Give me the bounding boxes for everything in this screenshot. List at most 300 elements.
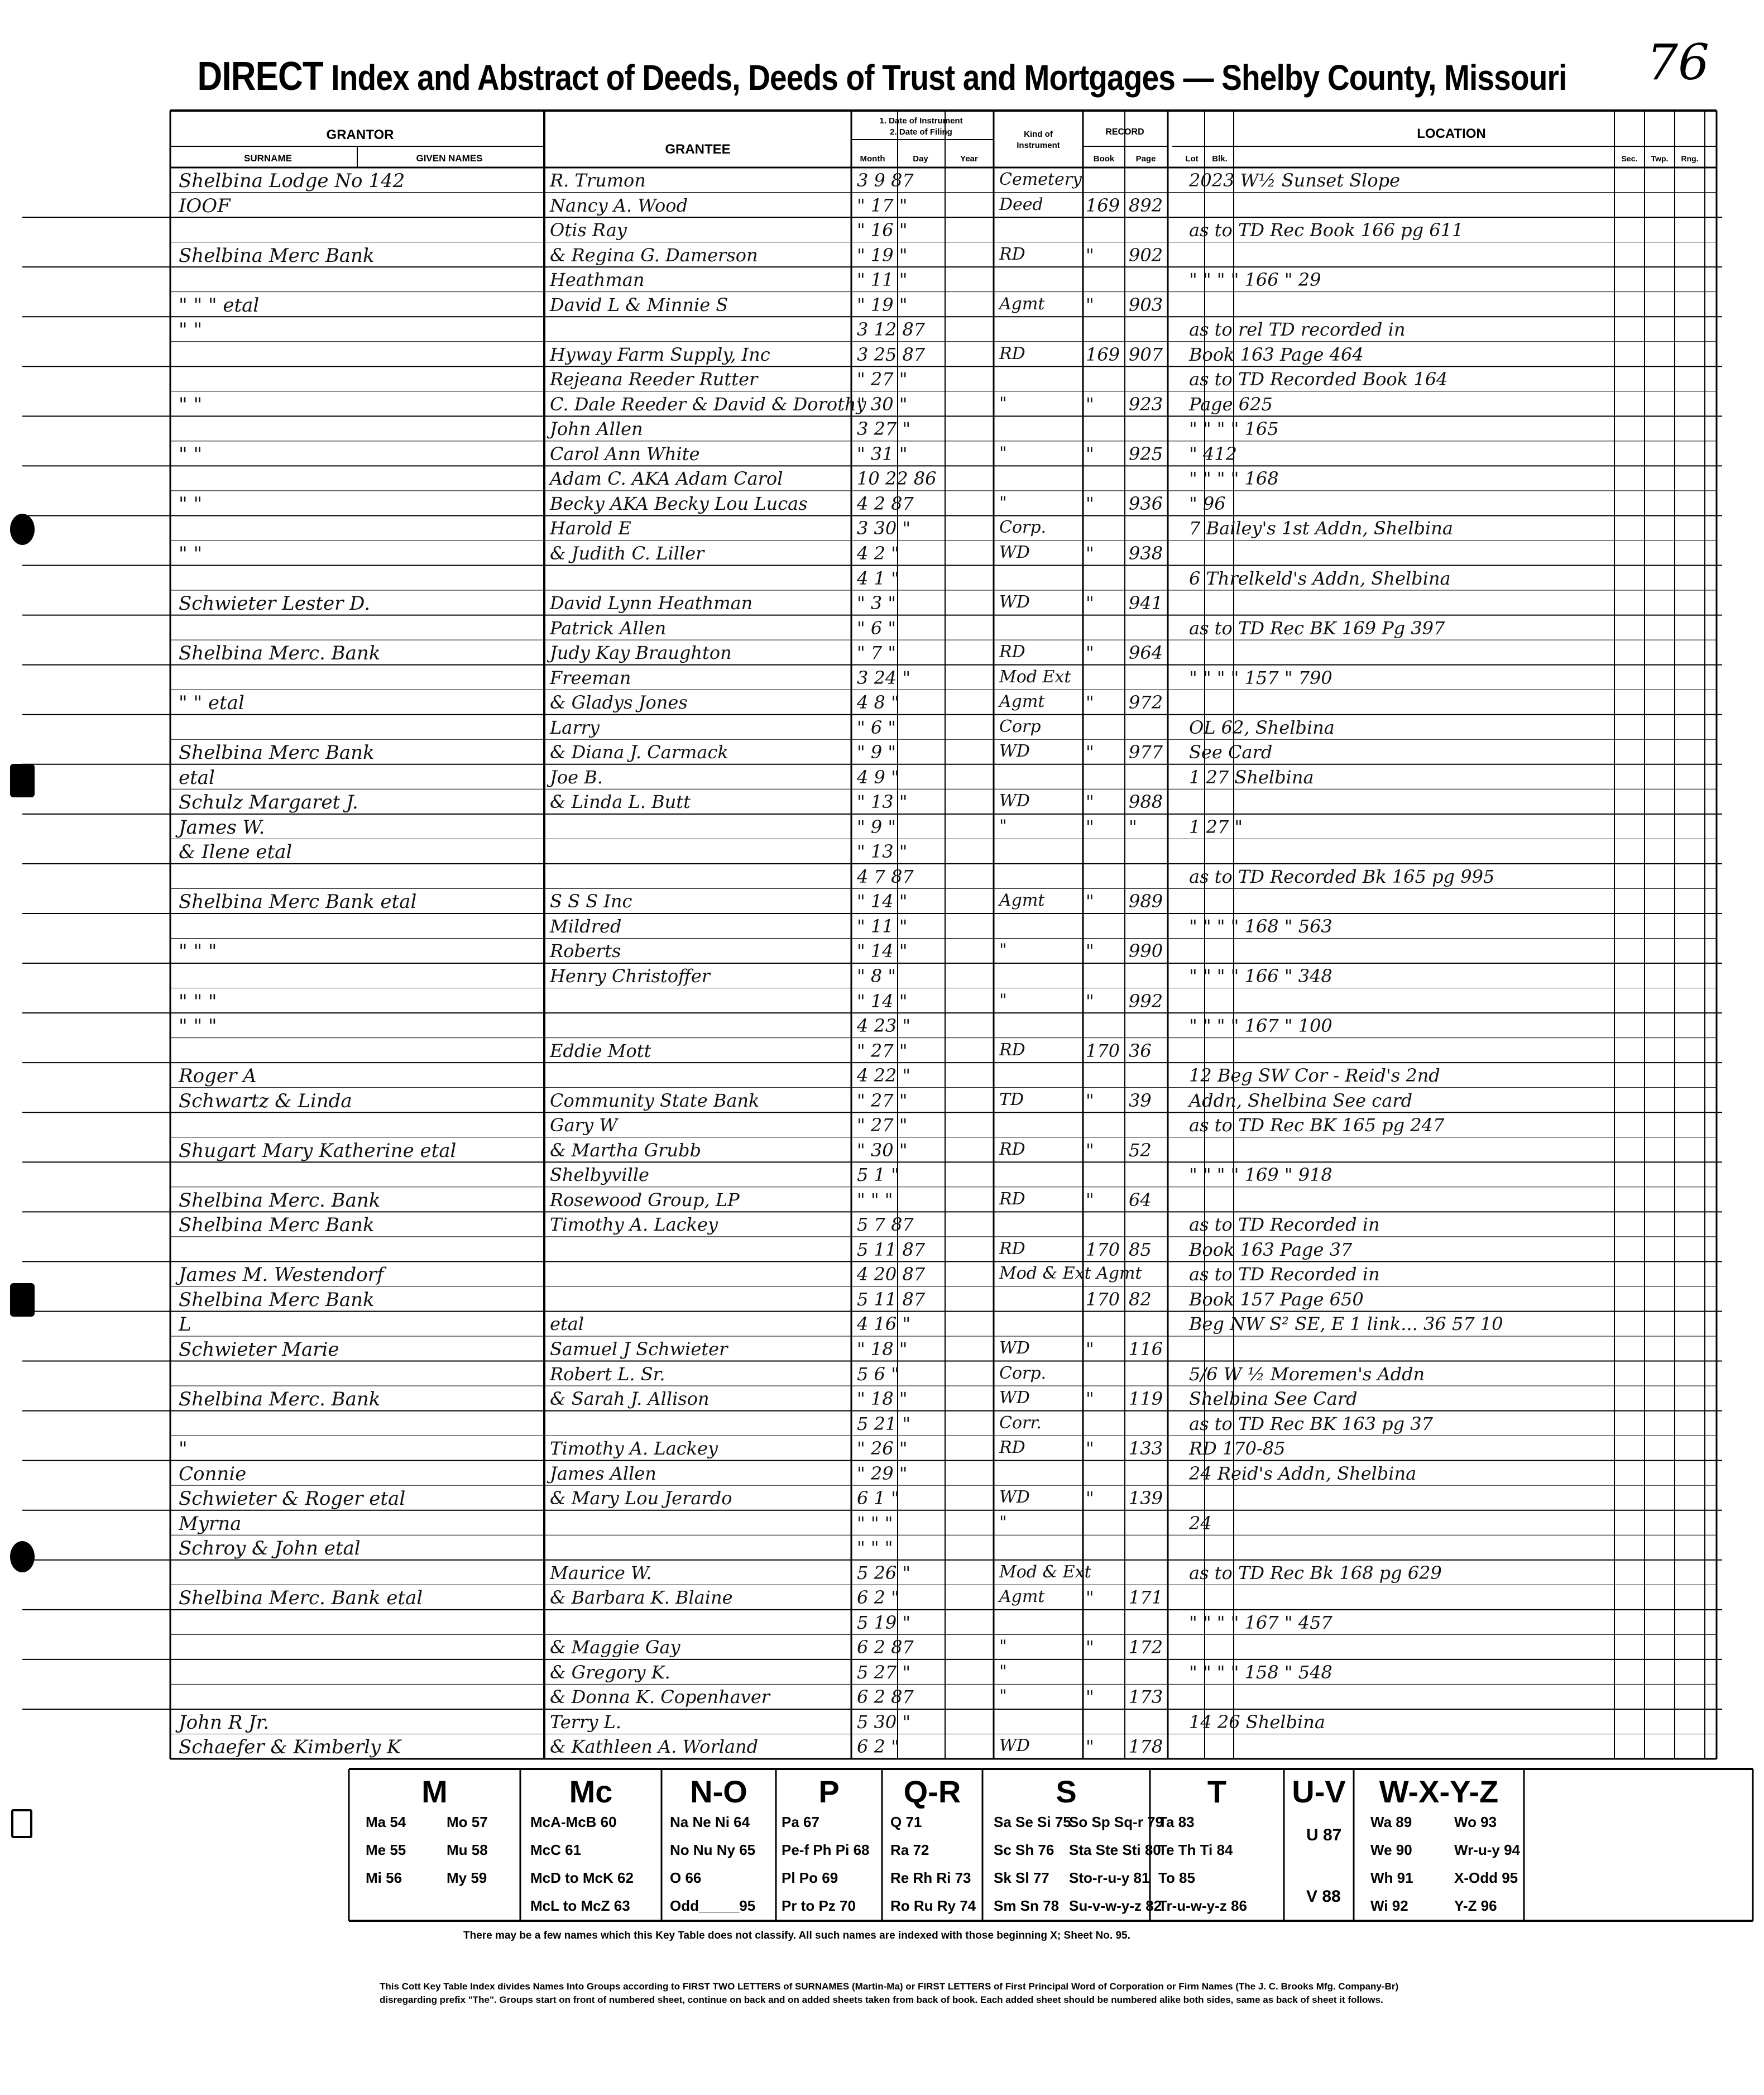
instrument-date: " 18 " [857, 1388, 908, 1410]
grantee-name: Samuel J Schwieter [550, 1338, 728, 1360]
location-text: as to TD Rec Bk 168 pg 629 [1189, 1562, 1442, 1584]
location-text: Beg NW S² SE, E 1 link... 36 57 10 [1189, 1313, 1503, 1335]
record-book: " [1086, 1487, 1094, 1509]
grantor-name: Shelbina Merc. Bank [179, 1189, 381, 1212]
record-page: 171 [1129, 1587, 1163, 1609]
instrument-date: 3 24 " [857, 667, 911, 688]
location-text: 14 26 Shelbina [1189, 1711, 1325, 1733]
grantor-name: Shelbina Merc Bank etal [179, 891, 417, 913]
instrument-kind: " [999, 990, 1007, 1010]
grantor-name: Schwartz & Linda [179, 1089, 352, 1112]
grantor-name: Shelbina Merc. Bank [179, 1388, 381, 1411]
record-page: 133 [1129, 1438, 1163, 1460]
key-table-cell: McL to McZ 63 [530, 1897, 630, 1914]
instrument-date: 4 22 " [857, 1065, 911, 1087]
record-page: 990 [1129, 940, 1163, 962]
grantor-name: IOOF [179, 194, 231, 217]
grantee-name: & Linda L. Butt [550, 791, 691, 813]
header-blk: Blk. [1212, 154, 1228, 164]
instrument-kind: Corp. [999, 518, 1047, 538]
grantor-name: Schroy & John etal [179, 1537, 361, 1560]
key-table-cell: O 66 [670, 1869, 702, 1886]
instrument-date: " 27 " [857, 1115, 908, 1136]
record-book: " [1086, 443, 1094, 465]
key-table-cell: Q 71 [890, 1814, 922, 1830]
instrument-date: " 14 " [857, 891, 908, 912]
grantor-name: " " [179, 393, 203, 416]
key-table-cell: Sta Ste Sti 80 [1069, 1842, 1161, 1858]
grantor-name: " " " [179, 940, 217, 963]
instrument-date: " 27 " [857, 1040, 908, 1061]
grantor-name: " [179, 1438, 188, 1461]
location-text: " 412 [1189, 443, 1237, 465]
key-table-cell: Tr-u-w-y-z 86 [1158, 1897, 1247, 1914]
grantee-name: & Regina G. Damerson [550, 244, 758, 266]
key-table-cell: Wr-u-y 94 [1454, 1842, 1520, 1858]
instrument-kind: RD [999, 244, 1025, 264]
instrument-kind: " [999, 940, 1007, 960]
instrument-date: " 31 " [857, 443, 908, 465]
location-text: 7 Bailey's 1st Addn, Shelbina [1189, 518, 1453, 539]
record-book: " [1086, 1438, 1094, 1460]
record-book: 170 [1086, 1238, 1120, 1260]
location-text: as to TD Recorded in [1189, 1264, 1380, 1285]
instrument-kind: Mod & Ext Agmt [999, 1264, 1142, 1284]
location-text: as to TD Rec BK 169 Pg 397 [1189, 617, 1445, 639]
key-table-cell: We 90 [1370, 1842, 1412, 1858]
grantee-name: David L & Minnie S [550, 294, 728, 315]
instrument-kind: WD [999, 1736, 1030, 1756]
record-page: 992 [1129, 990, 1163, 1012]
grantee-name: Henry Christoffer [550, 965, 711, 987]
instrument-kind: RD [999, 642, 1025, 662]
grantee-name: & Maggie Gay [550, 1637, 680, 1658]
instrument-kind: RD [999, 343, 1025, 363]
grantor-name: " " [179, 319, 203, 342]
key-table-cell: Y-Z 96 [1454, 1897, 1497, 1914]
key-table-cell: Ra 72 [890, 1842, 929, 1858]
key-table-cell: McD to McK 62 [530, 1869, 634, 1886]
grantee-name: Mildred [550, 915, 622, 937]
grantee-name: Maurice W. [550, 1562, 652, 1584]
record-page: 989 [1129, 891, 1163, 912]
key-table-cell: Sc Sh 76 [994, 1842, 1054, 1858]
location-text: 5/6 W ½ Moremen's Addn [1189, 1363, 1425, 1385]
instrument-date: 4 16 " [857, 1313, 911, 1335]
header-location: LOCATION [1417, 126, 1486, 141]
grantor-name: James W. [179, 816, 265, 839]
key-table-cell: McC 61 [530, 1842, 582, 1858]
instrument-date: " 9 " [857, 816, 897, 838]
header-kind2: Instrument [1017, 141, 1060, 150]
grantor-name: Shugart Mary Katherine etal [179, 1139, 457, 1162]
location-text: " " " " 168 [1189, 468, 1279, 490]
instrument-kind: " [999, 393, 1007, 413]
instrument-date: " 8 " [857, 965, 897, 987]
instrument-date: " 30 " [857, 393, 908, 415]
record-book: 169 [1086, 194, 1120, 216]
record-book: 170 [1086, 1040, 1120, 1061]
instrument-kind: Mod & Ext [999, 1562, 1091, 1582]
record-page: 178 [1129, 1736, 1163, 1758]
instrument-date: " 27 " [857, 1089, 908, 1111]
key-table-cell: To 85 [1158, 1869, 1195, 1886]
location-text: 1 27 " [1189, 816, 1243, 838]
footer-line2: disregarding prefix "The". Groups start on front of numbered sheet, continue on back and on added sheets taken from back of book. Each added sheet should be numbered alike both sides, same as back of sheet it follows. [380, 1994, 1383, 2005]
record-book: " [1086, 244, 1094, 266]
header-day: Day [913, 154, 928, 164]
location-text: " " " " 168 " 563 [1189, 915, 1332, 937]
key-group-letter: W-X-Y-Z [1379, 1774, 1499, 1809]
key-table-cell: No Nu Ny 65 [670, 1842, 756, 1858]
grantee-name: Shelbyville [550, 1164, 649, 1186]
instrument-kind: TD [999, 1089, 1024, 1109]
header-grantee: GRANTEE [665, 142, 731, 157]
grantor-name: " " [179, 492, 203, 515]
location-text: Book 163 Page 464 [1189, 343, 1364, 365]
instrument-kind: WD [999, 592, 1030, 613]
instrument-kind: Corp [999, 716, 1041, 736]
record-page: 923 [1129, 393, 1163, 415]
key-table-cell: Pl Po 69 [782, 1869, 838, 1886]
instrument-kind: WD [999, 1338, 1030, 1358]
header-lot: Lot [1185, 154, 1199, 164]
grantee-name: Otis Ray [550, 219, 627, 241]
grantor-name: " " " [179, 1015, 217, 1038]
record-book: " [1086, 1736, 1094, 1758]
location-text: Page 625 [1189, 393, 1273, 415]
instrument-kind: " [999, 1661, 1007, 1681]
grantee-name: & Diana J. Carmack [550, 742, 728, 763]
grantee-name: & Gregory K. [550, 1661, 670, 1683]
header-record: RECORD [1105, 127, 1144, 137]
grantee-name: Judy Kay Braughton [550, 642, 732, 664]
grantor-name: Shelbina Merc. Bank etal [179, 1587, 423, 1610]
record-page: 972 [1129, 692, 1163, 714]
instrument-date: " 7 " [857, 642, 897, 664]
record-page: 52 [1129, 1139, 1152, 1161]
grantee-name: Timothy A. Lackey [550, 1438, 718, 1460]
record-page: 173 [1129, 1686, 1163, 1708]
grantor-name: Shelbina Merc Bank [179, 1214, 375, 1237]
page-number: 76 [1647, 34, 1709, 91]
grantee-name: Rosewood Group, LP [550, 1189, 740, 1211]
header-sec: Sec. [1621, 154, 1638, 163]
grantee-name: Robert L. Sr. [550, 1363, 665, 1385]
record-page: 936 [1129, 492, 1163, 514]
key-table-cell: Sto-r-u-y 81 [1069, 1869, 1150, 1886]
instrument-kind: Deed [999, 194, 1043, 214]
record-book: " [1086, 940, 1094, 962]
instrument-kind: WD [999, 1388, 1030, 1408]
record-book: " [1086, 891, 1094, 912]
instrument-date: " " " [857, 1189, 893, 1211]
grantee-name: & Mary Lou Jerardo [550, 1487, 732, 1509]
grantee-name: Freeman [550, 667, 631, 688]
grantor-name: Myrna [179, 1512, 242, 1535]
grantor-name: " " " etal [179, 294, 260, 317]
header-book: Book [1093, 154, 1115, 164]
instrument-date: 4 2 87 [857, 492, 914, 514]
instrument-date: " 14 " [857, 990, 908, 1012]
instrument-date: 5 26 " [857, 1562, 911, 1584]
location-text: " " " " 157 " 790 [1189, 667, 1332, 688]
grantee-name: Carol Ann White [550, 443, 700, 465]
grantor-name: James M. Westendorf [179, 1264, 384, 1286]
location-text: as to TD Recorded Book 164 [1189, 369, 1448, 390]
grantee-name: Heathman [550, 269, 645, 291]
instrument-kind: RD [999, 1238, 1025, 1259]
grantee-name: James Allen [550, 1462, 656, 1484]
record-page: 977 [1129, 742, 1163, 763]
grantee-name: R. Trumon [550, 170, 646, 191]
key-table-cell: X-Odd 95 [1454, 1869, 1518, 1886]
instrument-date: " 19 " [857, 244, 908, 266]
instrument-date: " 26 " [857, 1438, 908, 1460]
location-text: 2023 W½ Sunset Slope [1189, 170, 1401, 191]
instrument-kind: " [999, 443, 1007, 463]
grantor-name: Connie [179, 1462, 247, 1485]
record-book: 169 [1086, 343, 1120, 365]
location-text: " " " " 165 [1189, 418, 1279, 440]
instrument-date: " 13 " [857, 791, 908, 813]
location-text: 24 [1189, 1512, 1212, 1534]
grantor-name: " " etal [179, 692, 245, 715]
grantee-name: Timothy A. Lackey [550, 1214, 718, 1236]
instrument-date: 6 2 87 [857, 1637, 914, 1658]
key-table-cell: Ro Ru Ry 74 [890, 1897, 976, 1914]
key-table-cell: Ma 54 [366, 1814, 406, 1830]
instrument-kind: Agmt [999, 1587, 1045, 1607]
key-table-cell: Re Rh Ri 73 [890, 1869, 971, 1886]
location-text: " " " " 167 " 100 [1189, 1015, 1332, 1037]
key-table-cell: Wh 91 [1370, 1869, 1413, 1886]
key-group-letter: Mc [569, 1774, 613, 1809]
grantor-name: Schwieter Lester D. [179, 592, 371, 615]
instrument-date: " 9 " [857, 742, 897, 763]
record-page: 902 [1129, 244, 1163, 266]
grantee-name: Eddie Mott [550, 1040, 651, 1061]
grantee-name: Nancy A. Wood [550, 194, 688, 216]
grantor-name: Roger A [179, 1065, 257, 1088]
grantor-name: " " " [179, 990, 217, 1013]
grantor-name: etal [179, 766, 215, 789]
instrument-date: 3 30 " [857, 518, 911, 539]
record-page: 892 [1129, 194, 1163, 216]
record-book: " [1086, 1388, 1094, 1410]
grantee-name: & Sarah J. Allison [550, 1388, 710, 1410]
grantee-name: etal [550, 1313, 584, 1335]
instrument-kind: RD [999, 1040, 1025, 1060]
key-table-cell: Sa Se Si 75 [994, 1814, 1071, 1830]
grantor-name: Schwieter Marie [179, 1338, 339, 1361]
location-text: as to TD Rec BK 163 pg 37 [1189, 1413, 1433, 1434]
instrument-kind: Agmt [999, 294, 1045, 314]
record-book: " [1086, 1338, 1094, 1360]
key-table-cell: So Sp Sq-r 79 [1069, 1814, 1164, 1830]
grantee-name: & Judith C. Liller [550, 542, 704, 564]
record-page: 903 [1129, 294, 1163, 315]
grantor-name: Schulz Margaret J. [179, 791, 358, 814]
key-group-letter: P [818, 1774, 840, 1809]
instrument-date: 5 6 " [857, 1363, 899, 1385]
key-table-cell: Pa 67 [782, 1814, 819, 1830]
instrument-date: 4 9 " [857, 766, 899, 788]
instrument-date: 4 23 " [857, 1015, 911, 1037]
instrument-kind: WD [999, 542, 1030, 562]
grantee-name: C. Dale Reeder & David & Dorothy [550, 393, 866, 415]
location-text: RD 170-85 [1189, 1438, 1286, 1460]
record-page: 116 [1129, 1338, 1163, 1360]
footer-line1: This Cott Key Table Index divides Names Into Groups according to FIRST TWO LETTERS of SURNAMES (Martin-Ma) or FIRST LETTERS of First Principal Word of Corporation or Firm Names (The J. C. Brooks Mfg. Company-Br) [380, 1981, 1399, 1992]
key-table-cell: Wi 92 [1370, 1897, 1408, 1914]
location-text: Shelbina See Card [1189, 1388, 1358, 1410]
instrument-date: 5 27 " [857, 1661, 911, 1683]
location-text: as to rel TD recorded in [1189, 319, 1406, 341]
title-rest: Index and Abstract of Deeds, Deeds of Trust and Mortgages — Shelby County, Missouri [331, 58, 1567, 98]
grantee-name: David Lynn Heathman [550, 592, 753, 614]
record-book: " [1086, 1189, 1094, 1211]
record-book: " [1086, 492, 1094, 514]
grantor-name: John R Jr. [179, 1711, 270, 1734]
instrument-kind: RD [999, 1189, 1025, 1209]
record-page: 907 [1129, 343, 1163, 365]
instrument-date: " " " [857, 1537, 893, 1559]
key-table-cell: Odd_____95 [670, 1897, 756, 1914]
location-text: 1 27 Shelbina [1189, 766, 1314, 788]
instrument-date: 4 2 " [857, 542, 899, 564]
key-group-letter: U-V [1292, 1774, 1346, 1809]
location-text: " " " " 166 " 348 [1189, 965, 1332, 987]
grantee-name: Terry L. [550, 1711, 622, 1733]
record-page: 938 [1129, 542, 1163, 564]
grantor-name: Shelbina Merc Bank [179, 1288, 375, 1311]
record-page: 988 [1129, 791, 1163, 813]
location-text: 12 Beg SW Cor - Reid's 2nd [1189, 1065, 1440, 1087]
instrument-date: 3 9 87 [857, 170, 914, 191]
grantor-name: " " [179, 542, 203, 565]
instrument-kind: Corp. [999, 1363, 1047, 1383]
instrument-kind: Cemetery [999, 170, 1082, 189]
key-table-cell: Sm Sn 78 [994, 1897, 1060, 1914]
instrument-date: 5 7 87 [857, 1214, 914, 1236]
instrument-date: 6 2 " [857, 1736, 899, 1758]
grantor-name: & Ilene etal [179, 841, 293, 864]
instrument-date: 5 1 " [857, 1164, 899, 1186]
record-book: " [1086, 692, 1094, 714]
record-book: " [1086, 1587, 1094, 1609]
instrument-kind: WD [999, 742, 1030, 762]
record-page: 64 [1129, 1189, 1152, 1211]
grantor-name: L [179, 1313, 191, 1336]
instrument-kind: " [999, 1637, 1007, 1657]
instrument-date: 4 8 " [857, 692, 899, 714]
key-table-cell: McA-McB 60 [530, 1814, 617, 1830]
grantee-name: Community State Bank [550, 1089, 760, 1111]
instrument-date: 3 12 87 [857, 319, 926, 341]
record-page: " [1129, 816, 1137, 838]
key-table-cell: My 59 [447, 1869, 487, 1886]
grantee-name: & Barbara K. Blaine [550, 1587, 733, 1609]
grantee-name: Hyway Farm Supply, Inc [550, 343, 770, 365]
instrument-date: 5 19 " [857, 1611, 911, 1633]
instrument-kind: " [999, 1686, 1007, 1706]
instrument-date: 5 30 " [857, 1711, 911, 1733]
header-date-line1: 1. Date of Instrument [879, 116, 963, 126]
location-text: " " " " 167 " 457 [1189, 1611, 1332, 1633]
instrument-date: " 30 " [857, 1139, 908, 1161]
record-book: 170 [1086, 1288, 1120, 1310]
instrument-kind: WD [999, 791, 1030, 811]
instrument-date: 5 21 " [857, 1413, 911, 1434]
instrument-date: " 3 " [857, 592, 897, 614]
key-table-cell: Mi 56 [366, 1869, 402, 1886]
grantee-name: Larry [550, 716, 600, 738]
header-date-line2: 2. Date of Filing [890, 127, 952, 137]
instrument-date: 6 2 " [857, 1587, 899, 1609]
header-given-names: GIVEN NAMES [416, 153, 483, 164]
key-table-cell: Wo 93 [1454, 1814, 1497, 1830]
instrument-kind: RD [999, 1139, 1025, 1159]
instrument-date: 10 22 86 [857, 468, 937, 490]
location-text: as to TD Rec BK 165 pg 247 [1189, 1115, 1445, 1136]
header-grantor: GRANTOR [326, 127, 394, 142]
grantor-name: Schwieter & Roger etal [179, 1487, 406, 1510]
header-twp: Twp. [1651, 154, 1669, 163]
key-table-cell: Mo 57 [447, 1814, 488, 1830]
key-group-letter: M [421, 1774, 448, 1809]
record-book: " [1086, 742, 1094, 763]
header-month: Month [860, 154, 885, 164]
record-page: 941 [1129, 592, 1163, 614]
instrument-date: 6 2 87 [857, 1686, 914, 1708]
record-book: " [1086, 816, 1094, 838]
instrument-kind: " [999, 1512, 1007, 1532]
instrument-date: " 17 " [857, 194, 908, 216]
header-kind1: Kind of [1024, 130, 1053, 139]
instrument-date: " 27 " [857, 369, 908, 390]
header-page: Page [1135, 154, 1156, 164]
key-group-letter: T [1207, 1774, 1227, 1809]
header-year: Year [960, 154, 978, 164]
key-table-cell: V 88 [1306, 1887, 1341, 1906]
grantee-name: Gary W [550, 1115, 618, 1136]
instrument-kind: WD [999, 1487, 1030, 1508]
instrument-kind: Agmt [999, 692, 1045, 712]
key-group-letter: Q-R [903, 1774, 961, 1809]
location-text: Book 163 Page 37 [1189, 1238, 1353, 1260]
grantor-name: Schaefer & Kimberly K [179, 1736, 401, 1759]
key-table-cell: Pr to Pz 70 [782, 1897, 856, 1914]
grantee-name: John Allen [550, 418, 643, 440]
location-text: " " " " 166 " 29 [1189, 269, 1321, 291]
key-group-letter: N-O [690, 1774, 747, 1809]
grantee-name: S S S Inc [550, 891, 632, 912]
location-text: Addn, Shelbina See card [1189, 1089, 1413, 1111]
grantor-name: Shelbina Lodge No 142 [179, 170, 405, 192]
location-text: as to TD Recorded in [1189, 1214, 1380, 1236]
key-table-note: There may be a few names which this Key Table does not classify. All such names are indexed with those beginning X; Sheet No. 95. [463, 1930, 1130, 1941]
instrument-date: " 29 " [857, 1462, 908, 1484]
instrument-date: 5 11 87 [857, 1238, 926, 1260]
instrument-date: " 16 " [857, 219, 908, 241]
instrument-kind: Agmt [999, 891, 1045, 911]
record-page: 964 [1129, 642, 1163, 664]
instrument-date: " 11 " [857, 269, 908, 291]
instrument-date: " 13 " [857, 841, 908, 863]
grantor-name: Shelbina Merc Bank [179, 742, 375, 764]
title-direct: DIRECT [197, 54, 323, 99]
